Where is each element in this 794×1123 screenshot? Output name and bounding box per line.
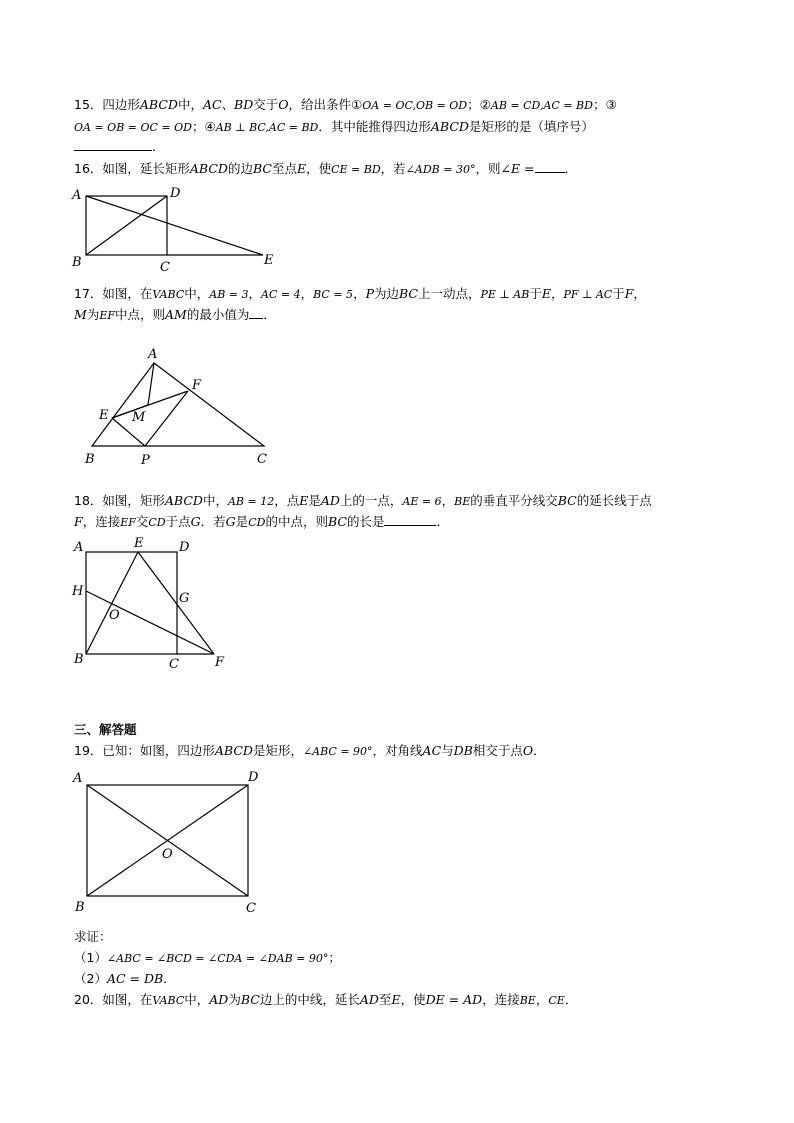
- q16-label-b: B: [72, 255, 82, 270]
- q18-label-d: D: [179, 540, 190, 555]
- q16-text: 16．如图，延长矩形ABCD的边BC至点E，使CE = BD，若∠ADB = 30°，则∠E = ．: [74, 161, 578, 176]
- q19-label-b: B: [75, 900, 85, 915]
- condition-3: OA = OB = OC = OD: [74, 121, 192, 134]
- q18-label-e: E: [134, 536, 144, 551]
- q19-text: 19．已知：如图，四边形ABCD是矩形，∠ABC = 90°，对角线AC与DB相交于点O．: [74, 743, 546, 758]
- q17-label-f: F: [192, 378, 202, 393]
- q16-label-c: C: [160, 260, 170, 275]
- q16-label-e: E: [264, 253, 274, 268]
- q17-label-p: P: [141, 453, 150, 468]
- q18-label-g: G: [179, 591, 190, 606]
- q18-label-a: A: [74, 540, 84, 555]
- condition-2: AB = CD,AC = BD: [490, 99, 593, 112]
- q19-label-a: A: [73, 771, 83, 786]
- q19-part2: （2）AC = DB．: [74, 971, 176, 986]
- q16-label-a: A: [72, 188, 82, 203]
- q15-line2: OA = OB = OC = OD；④AB ⊥ BC,AC = BD．其中能推得四边形ABCD是矩形的是（填序号）: [74, 119, 594, 134]
- q18-label-h: H: [72, 584, 84, 599]
- circled-4: ④: [204, 119, 216, 134]
- q19-part1: （1）∠ABC = ∠BCD = ∠CDA = ∠DAB = 90°；: [74, 950, 341, 965]
- circled-2: ②: [479, 97, 491, 112]
- q16-label-d: D: [170, 186, 181, 201]
- q17-line1: 17．如图，在VABC中，AB = 3，AC = 4，BC = 5，P为边BC上一动点，PE ⊥ AB于E，PF ⊥ AC于F，: [74, 286, 646, 301]
- section-heading: 三、解答题: [74, 722, 137, 737]
- q20-text: 20．如图，在VABC中，AD为BC边上的中线，延长AD至E，使DE = AD，连接BE，CE．: [74, 992, 578, 1007]
- q17-label-m: M: [132, 410, 146, 425]
- q18-line1: 18．如图，矩形ABCD中，AB = 12，点E是AD上的一点，AE = 6，BE的垂直平分线交BC的延长线于点: [74, 493, 652, 508]
- q19-label-d: D: [248, 770, 259, 785]
- circled-3: ③: [605, 97, 617, 112]
- q18-label-o: O: [109, 608, 120, 623]
- condition-1: OA = OC,OB = OD: [362, 99, 468, 112]
- q19-prove-heading: 求证：: [74, 929, 112, 944]
- q18-label-b: B: [74, 652, 84, 667]
- q17-label-a: A: [148, 347, 158, 362]
- q15-line3: ．: [74, 138, 165, 156]
- q18-label-f: F: [215, 655, 225, 670]
- q19-label-o: O: [162, 847, 173, 862]
- condition-4: AB ⊥ BC,AC = BD: [215, 121, 319, 134]
- q18-label-c: C: [169, 657, 179, 672]
- q17-label-c: C: [257, 452, 267, 467]
- q18-line2: F，连接EF交CD于点G．若G是CD的中点，则BC的长是 ．: [74, 514, 449, 529]
- q17-line2: M为EF中点，则AM的最小值为 ．: [74, 307, 276, 322]
- q19-label-c: C: [246, 901, 256, 916]
- q15-line1: 15．四边形ABCD中，AC、BD交于O，给出条件①OA = OC,OB = OD；②AB = CD,AC = BD；③: [74, 97, 617, 112]
- q17-label-b: B: [85, 452, 95, 467]
- q17-label-e: E: [99, 408, 109, 423]
- circled-1: ①: [351, 97, 363, 112]
